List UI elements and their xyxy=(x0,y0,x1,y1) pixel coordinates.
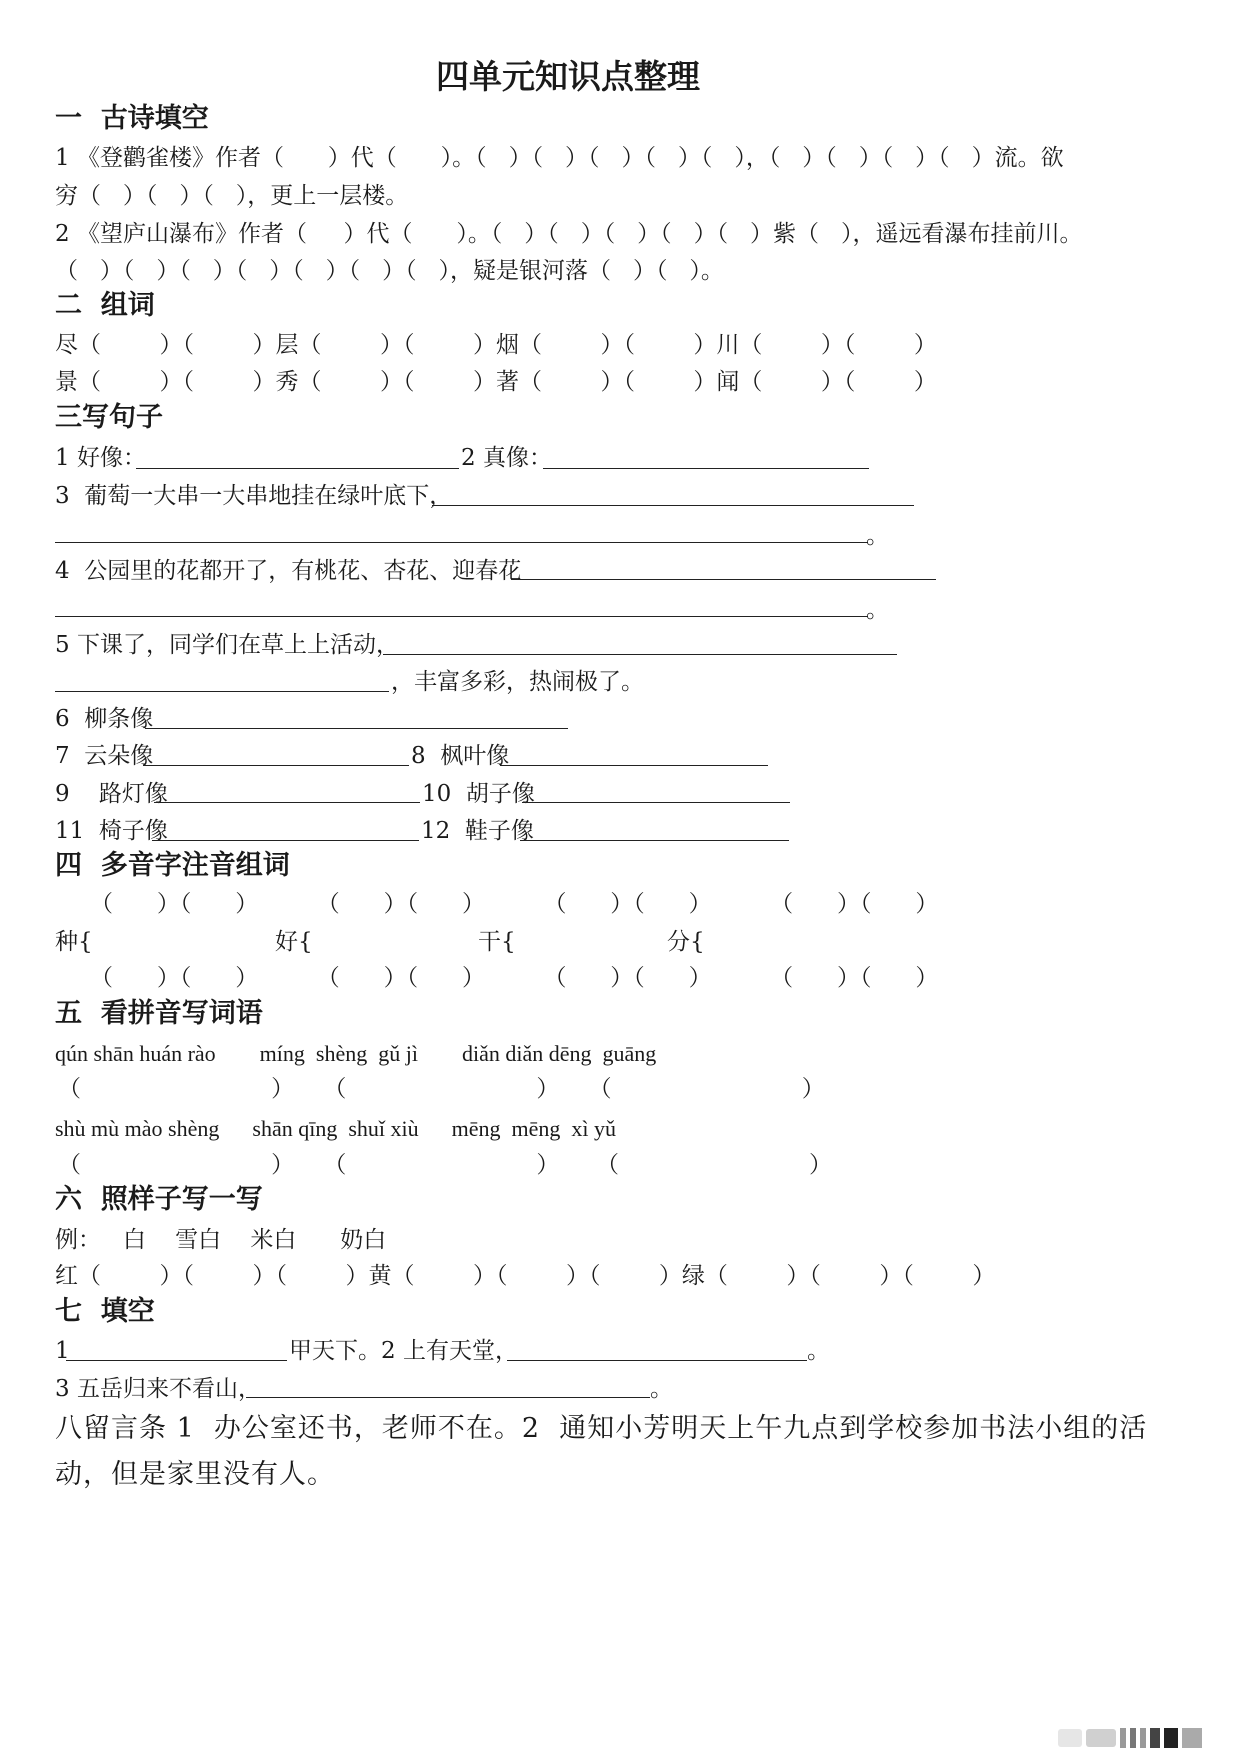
section-heading-words: 二 组词 xyxy=(55,290,155,321)
sentence-q2-blank[interactable] xyxy=(543,468,869,469)
fill-q1-prefix: 1 xyxy=(55,1338,70,1364)
pinyin-answer-row-1: （ ） （ ） （ ） xyxy=(58,1076,825,1102)
sentence-q2-label: 2 真像： xyxy=(461,445,552,471)
sentence-q5-label: 5 下课了，同学们在草上上活动， xyxy=(55,632,399,658)
sentence-q3-end: 。 xyxy=(866,523,889,549)
fill-q1-blank[interactable] xyxy=(66,1360,287,1361)
imitate-row: 红（ ）（ ）（ ）黄（ ）（ ）（ ）绿（ ）（ ）（ ） xyxy=(55,1263,996,1289)
sentence-q8-blank[interactable] xyxy=(500,765,768,766)
sentence-q4-blank-1[interactable] xyxy=(511,579,936,580)
sentence-q12-label: 12 鞋子像 xyxy=(421,818,534,844)
section-heading-sentences: 三写句子 xyxy=(55,402,163,433)
section-heading-pinyin: 五 看拼音写词语 xyxy=(55,998,263,1029)
sentence-q11-blank[interactable] xyxy=(152,840,419,841)
fill-q2-blank[interactable] xyxy=(507,1360,807,1361)
poetry-q2-line2: （ ）（ ）（ ）（ ）（ ）（ ）（ ），疑是银河落（ ）（ ）。 xyxy=(55,258,724,284)
poetry-q2-line1: 2 《望庐山瀑布》作者（ ）代（ ）。（ ）（ ）（ ）（ ）（ ）紫（ ），遥远看瀑布挂前川。 xyxy=(55,221,1083,247)
pinyin-row-1: qún shān huán rào míng shèng gǔ jì diǎn diǎn dēng guāng xyxy=(55,1041,657,1066)
section-heading-polyphones: 四 多音字注音组词 xyxy=(55,850,290,881)
sentence-q11-label: 11 椅子像 xyxy=(55,818,168,844)
sentence-q3-blank-1[interactable] xyxy=(432,505,914,506)
sentence-q4-blank-2[interactable] xyxy=(55,616,868,617)
section-heading-fill: 七 填空 xyxy=(55,1296,155,1327)
sentence-q8-label: 8 枫叶像 xyxy=(411,743,510,769)
polyphone-char-gan: 干{ xyxy=(478,929,516,955)
sentence-q1-label: 1 好像： xyxy=(55,445,146,471)
polyphone-char-hao: 好{ xyxy=(275,929,313,955)
sentence-q12-blank[interactable] xyxy=(520,840,789,841)
sentence-q3-label: 3 葡萄一大串一大串地挂在绿叶底下， xyxy=(55,483,453,509)
sentence-q5-end: ，丰富多彩，热闹极了。 xyxy=(391,669,644,695)
pinyin-answer-row-2: （ ） （ ） （ ） xyxy=(58,1152,833,1178)
fill-q3-blank[interactable] xyxy=(246,1397,650,1398)
poetry-q1-line1: 1 《登鹳雀楼》作者（ ）代（ ）。（ ）（ ）（ ）（ ）（ ），（ ）（ ）（ ）（ ）流。欲 xyxy=(55,145,1064,171)
sentence-q10-blank[interactable] xyxy=(522,802,790,803)
section-heading-poetry: 一 古诗填空 xyxy=(55,103,209,134)
fill-q3-end: 。 xyxy=(650,1376,673,1402)
message-note-line-2: 动，但是家里没有人。 xyxy=(55,1459,335,1490)
poetry-q1-line2: 穷（ ）（ ）（ ），更上一层楼。 xyxy=(55,183,409,209)
sentence-q6-label: 6 柳条像 xyxy=(55,706,154,732)
sentence-q9-blank[interactable] xyxy=(154,802,420,803)
sentence-q5-blank-2[interactable] xyxy=(55,691,389,692)
message-note-line-1: 八留言条 1 办公室还书，老师不在。2 通知小芳明天上午九点到学校参加书法小组的活 xyxy=(55,1413,1148,1444)
sentence-q6-blank[interactable] xyxy=(145,728,568,729)
sentence-q4-label: 4 公园里的花都开了，有桃花、杏花、迎春花 xyxy=(55,558,522,584)
sentence-q5-blank-1[interactable] xyxy=(383,654,897,655)
sentence-q7-label: 7 云朵像 xyxy=(55,743,154,769)
imitate-example: 例： 白 雪白 米白 奶白 xyxy=(55,1227,387,1253)
sentence-q7-blank[interactable] xyxy=(143,765,409,766)
fill-q2-end: 。 xyxy=(807,1338,830,1364)
pinyin-row-2: shù mù mào shèng shān qīng shuǐ xiù mēng mēng xì yǔ xyxy=(55,1116,616,1141)
words-row-2: 景（ ）（ ）秀（ ）（ ）著（ ）（ ）闻（ ）（ ） xyxy=(55,369,937,395)
watermark-logo-icon xyxy=(1058,1726,1228,1750)
sentence-q1-blank[interactable] xyxy=(136,468,459,469)
sentence-q9-label: 9 路灯像 xyxy=(55,781,168,807)
sentence-q3-blank-2[interactable] xyxy=(55,542,868,543)
polyphone-bottom-row: （ ）（ ） （ ）（ ） （ ）（ ） （ ）（ ） xyxy=(90,965,939,991)
polyphone-char-zhong: 种{ xyxy=(55,929,93,955)
page-title: 四单元知识点整理 xyxy=(436,57,700,96)
sentence-q10-label: 10 胡子像 xyxy=(422,781,535,807)
section-heading-imitate: 六 照样子写一写 xyxy=(55,1184,263,1215)
fill-q3-label: 3 五岳归来不看山， xyxy=(55,1376,261,1402)
polyphone-top-row: （ ）（ ） （ ）（ ） （ ）（ ） （ ）（ ） xyxy=(90,891,939,917)
sentence-q4-end: 。 xyxy=(866,597,889,623)
fill-q1-mid: 甲天下。2 上有天堂， xyxy=(289,1338,518,1364)
words-row-1: 尽（ ）（ ）层（ ）（ ）烟（ ）（ ）川（ ）（ ） xyxy=(55,332,937,358)
polyphone-char-fen: 分{ xyxy=(667,929,705,955)
